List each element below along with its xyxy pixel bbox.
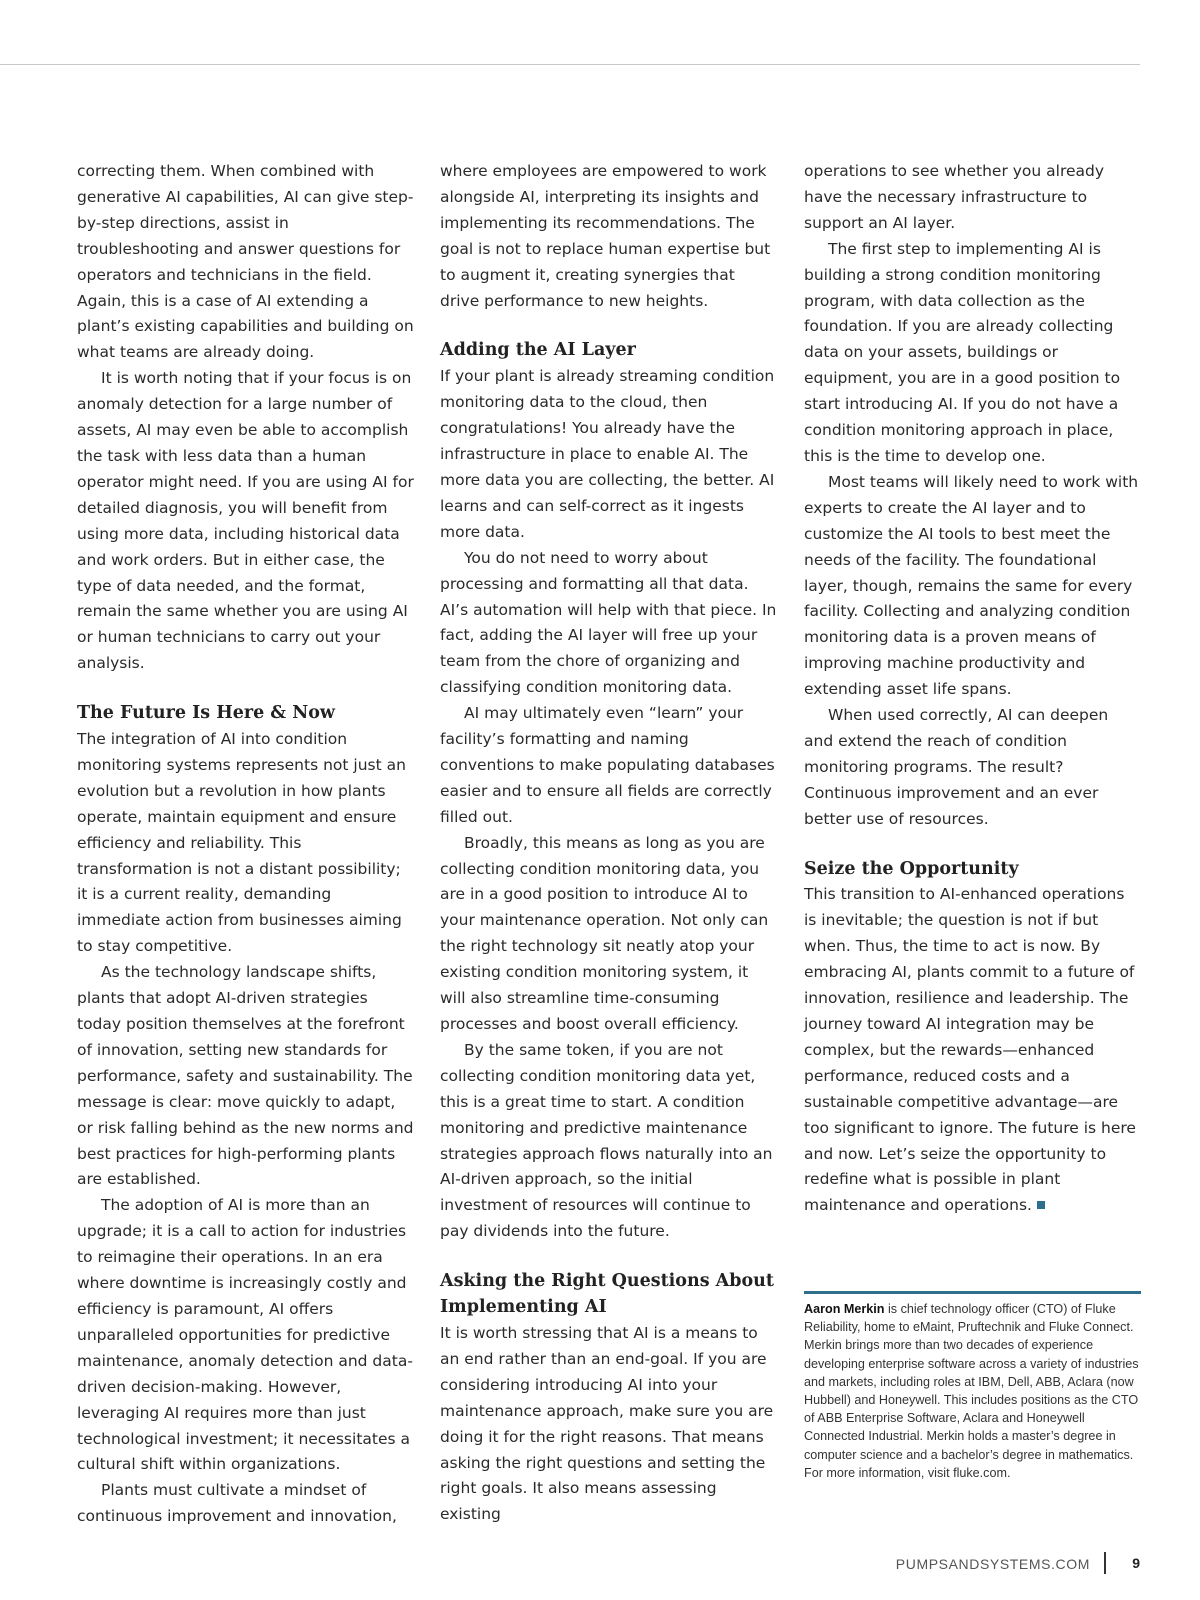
- paragraph: where employees are empowered to work alongside AI, interpreting its insights and implementing its recommendations. The goal is not to replace human expertise but to augment it, creating synergies that drive performance to new heights.: [440, 162, 771, 310]
- paragraph: operations to see whether you already have the necessary infrastructure to support an AI layer.: [804, 162, 1105, 232]
- section-heading-seize: Seize the Opportunity: [804, 858, 1019, 879]
- paragraph: You do not need to worry about processing and formatting all that data. AI’s automation will help with that piece. In fact, adding the AI layer will free up your team from the chore of organizing and classifying condition monitoring data.: [440, 548, 777, 697]
- paragraph: AI may ultimately even “learn” your facility’s formatting and naming conventions to make populating databases easier and to ensure all fields are correctly filled out.: [440, 704, 775, 826]
- bio-divider: [804, 1291, 1141, 1294]
- paragraph: Broadly, this means as long as you are collecting condition monitoring data, you are in a good position to introduce AI to your maintenance operation. Not only can the right technology sit neatly atop your existing condition monitoring system, it will also streamline time-consuming processes and boost overall efficiency.: [440, 833, 769, 1033]
- section-heading-ai-layer: Adding the AI Layer: [440, 340, 636, 361]
- paragraph: correcting them. When combined with generative AI capabilities, AI can give step-by-step directions, assist in troubleshooting and answer questions for operators and technicians in the field. Again, this is a case of AI extending a plant’s existing capabilities and building on what teams are already doing.: [77, 162, 414, 362]
- paragraph-final: [804, 882, 1141, 1219]
- paragraph: The integration of AI into condition monitoring systems represents not just an evolution but a revolution in how plants operate, maintain equipment and ensure efficiency and reliability. This transformation is not a distant possibility; it is a current reality, demanding immediate action from businesses aiming to stay competitive.: [77, 730, 406, 956]
- article-column-1: [77, 159, 414, 1530]
- site-url: PUMPSANDSYSTEMS.COM: [895, 1556, 1090, 1572]
- paragraph: Plants must cultivate a mindset of continuous improvement and innovation,: [77, 1481, 397, 1526]
- article-column-2: [440, 159, 777, 1528]
- paragraph: By the same token, if you are not collecting condition monitoring data yet, this is a great time to start. A condition monitoring and predictive maintenance strategies approach flows naturally into an AI-driven approach, so the initial investment of resources will continue to pay dividends into the future.: [440, 1040, 773, 1241]
- final-paragraph-text: This transition to AI-enhanced operations is inevitable; the question is not if but when. Thus, the time to act is now. By embracing AI, plants commit to a future of innovation, resilience and leadership. The journey toward AI integration may be complex, but the rewards—enhanced performance, reduced costs and a sustainable competitive advantage—are too significant to ignore. The future is here and now. Let’s seize the opportunity to redefine what is possible in plant maintenance and operations.: [804, 885, 1136, 1215]
- author-bio: [804, 1300, 1144, 1482]
- page-footer: [860, 1552, 1140, 1578]
- author-bio-text: is chief technology officer (CTO) of Fluke Reliability, home to eMaint, Pruftechnik and Fluke Connect. Merkin brings more than two decades of experience developing enterprise software across a variety of industries and markets, including roles at IBM, Dell, ABB, Aclara (now Hubbell) and Honeywell. This includes positions as the CTO of ABB Enterprise Software, Aclara and Honeywell Connected Industrial. Merkin holds a master’s degree in computer science and a bachelor’s degree in mathematics. For more information, visit fluke.com.: [804, 1302, 1139, 1480]
- paragraph: Most teams will likely need to work with experts to create the AI layer and to customize the AI tools to best meet the needs of the facility. The foundational layer, though, remains the same for every facility. Collecting and analyzing condition monitoring data is a proven means of improving machine productivity and extending asset life spans.: [804, 472, 1139, 699]
- author-name: Aaron Merkin: [804, 1302, 885, 1316]
- paragraph: As the technology landscape shifts, plants that adopt AI-driven strategies today position themselves at the forefront of innovation, setting new standards for performance, safety and sustainability. The message is clear: move quickly to adapt, or risk falling behind as the new norms and best practices for high-performing plants are established.: [77, 963, 414, 1189]
- paragraph: It is worth noting that if your focus is on anomaly detection for a large number of assets, AI may even be able to accomplish the task with less data than a human operator might need. If you are using AI for detailed diagnosis, you will benefit from using more data, including historical data and work orders. But in either case, the type of data needed, and the format, remain the same whether you are using AI or human technicians to carry out your analysis.: [77, 369, 414, 673]
- footer-separator: [1104, 1552, 1106, 1574]
- end-mark-icon: [1037, 1201, 1045, 1209]
- section-heading-future: The Future Is Here & Now: [77, 703, 335, 724]
- article-column-3: [804, 159, 1141, 1219]
- paragraph: The adoption of AI is more than an upgrade; it is a call to action for industries to reimagine their operations. In an era where downtime is increasingly costly and efficiency is paramount, AI offers unparalleled opportunities for predictive maintenance, anomaly detection and data-driven decision-making. However, leveraging AI requires more than just technological investment; it necessitates a cultural shift within organizations.: [77, 1196, 413, 1474]
- paragraph: The first step to implementing AI is building a strong condition monitoring program, with data collection as the foundation. If you are already collecting data on your assets, buildings or equipment, you are in a good position to start introducing AI. If you do not have a condition monitoring approach in place, this is the time to develop one.: [804, 239, 1121, 465]
- paragraph: It is worth stressing that AI is a means to an end rather than an end-goal. If you are considering introducing AI into your maintenance approach, make sure you are doing it for the right reasons. That means asking the right questions and setting the right goals. It also means assessing existing: [440, 1323, 774, 1524]
- paragraph: When used correctly, AI can deepen and extend the reach of condition monitoring programs. The result? Continuous improvement and an ever better use of resources.: [804, 706, 1109, 828]
- paragraph: If your plant is already streaming condition monitoring data to the cloud, then congratulations! You already have the infrastructure in place to enable AI. The more data you are collecting, the better. AI learns and can self-correct as it ingests more data.: [440, 367, 775, 541]
- page-number: 9: [1132, 1555, 1140, 1571]
- section-heading-questions: Asking the Right Questions About Implementing AI: [440, 1271, 774, 1318]
- header-rule: [0, 64, 1140, 65]
